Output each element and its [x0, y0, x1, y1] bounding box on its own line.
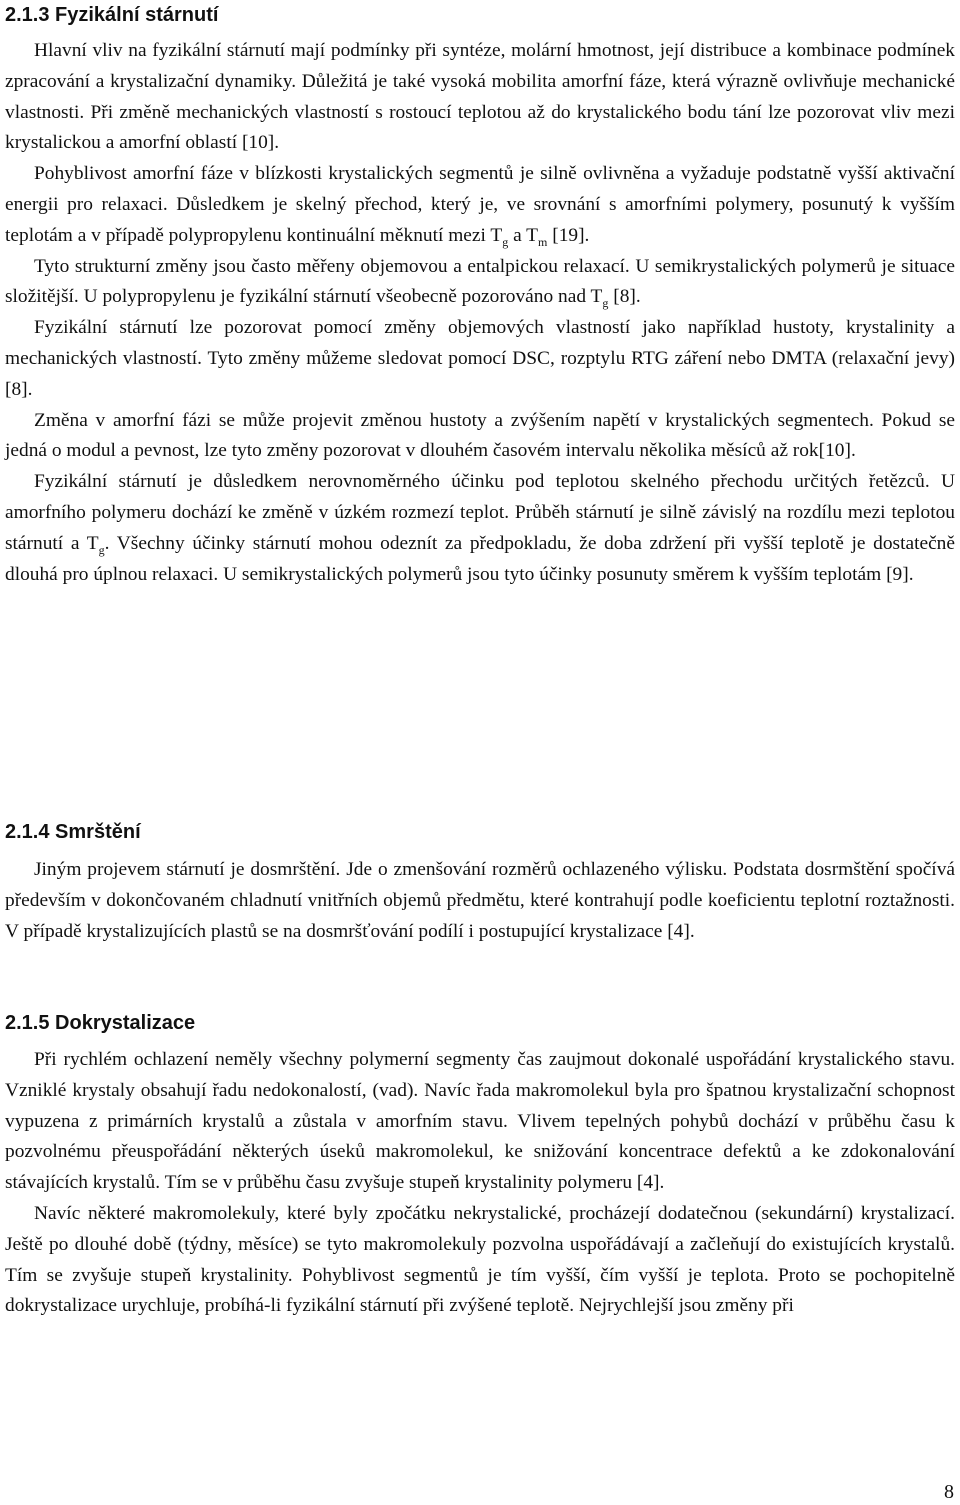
- section-heading-smrsteni: 2.1.4 Smrštění: [5, 821, 141, 843]
- section-body-fyzikalni-starnuti: [5, 36, 955, 590]
- paragraph: Změna v amorfní fázi se může projevit změnou hustoty a zvýšením napětí v krystalických segmentech. Pokud se jedná o modul a pevnost, lze tyto změny pozorovat v dlouhém časovém intervalu několika měsíců až rok[10].: [5, 409, 955, 462]
- paragraph: Jiným projevem stárnutí je dosmrštění. Jde o zmenšování rozměrů ochlazeného výlisku. Podstata dosrmštění spočívá především v dokončovaném chladnutí vnitřních objemů předmětu, které kontrahují podle koeficientu teplotní roztažnosti. V případě krystalizujících plastů se na dosmršťování podílí i postupující krystalizace [4].: [5, 859, 955, 942]
- paragraph: Navíc některé makromolekuly, které byly zpočátku nekrystalické, procházejí dodatečnou (sekundární) krystalizací. Ještě po dlouhé době (týdny, měsíce) se tyto makromolekuly pozvolna uspořádávají a začleňují do existujících krystalů. Tím se zvyšuje stupeň krystalinity. Pohyblivost segmentů je tím vyšší, čím vyšší je teplota. Proto se pochopitelně dokrystalizace urychluje, probíhá-li fyzikální stárnutí při zvýšené teplotě. Nejrychlejší jsou změny při: [5, 1202, 955, 1317]
- citation: [8]: [5, 378, 28, 400]
- section-body-dokrystalizace: [5, 1045, 955, 1322]
- section-body-smrsteni: [5, 855, 955, 947]
- page-number: 8: [944, 1481, 954, 1503]
- citation: [8]: [613, 286, 636, 308]
- section-heading-dokrystalizace: 2.1.5 Dokrystalizace: [5, 1012, 196, 1034]
- paragraph: Hlavní vliv na fyzikální stárnutí mají podmínky při syntéze, molární hmotnost, její distribuce a kombinace podmínek zpracování a krystalizační dynamiky. Důležitá je také vysoká mobilita amorfní fáze, která výrazně ovlivňuje mechanické vlastnosti. Při změně mechanických vlastností s rostoucí teplotou až do krystalického bodu tání lze pozorovat vliv mezi krystalickou a amorfní oblastí [10].: [5, 40, 955, 154]
- paragraph: Pohyblivost amorfní fáze v blízkosti krystalických segmentů je silně ovlivněna a vyžaduje podstatně vyšší aktivační energii pro relaxaci. Důsledkem je skelný přechod, který je, ve srovnání s amorfními polymery, posunutý k vyšším teplotám a v případě polypropylenu kontinuální měknutí mezi $T_g$ a $T_m$ [19].: [5, 163, 955, 249]
- citation: [9]: [886, 563, 909, 585]
- section-heading-fyzikalni-starnuti: 2.1.3 Fyzikální stárnutí: [5, 4, 219, 26]
- paragraph: Fyzikální stárnutí lze pozorovat pomocí změny objemových vlastností jako například hustoty, krystalinity a mechanických vlastností. Tyto změny můžeme sledovat pomocí DSC, rozptylu RTG záření nebo DMTA (relaxační jevy) [8].: [5, 317, 955, 400]
- paragraph: Tyto strukturní změny jsou často měřeny objemovou a entalpickou relaxací. U semikrystalických polymerů je situace složitější. U polypropylenu je fyzikální stárnutí všeobecně pozorováno nad $T_g$ [8].: [5, 255, 955, 311]
- citation: [4]: [667, 920, 690, 942]
- paragraph: Při rychlém ochlazení neměly všechny polymerní segmenty čas zaujmout dokonalé uspořádání krystalického stavu. Vzniklé krystaly obsahují řadu nedokonalostí, (vad). Navíc řada makromolekul byla pro špatnou krystalizační schopnost vypuzena z primárních krystalů a zůstala v amorfním stavu. Vlivem tepelných pohybů dochází v průběhu času k pozvolnému přeuspořádání některých úseků makromolekul, ke snižování koncentrace defektů a ke zdokonalování stávajících krystalů. Tím se v průběhu času zvyšuje stupeň krystalinity polymeru [4].: [5, 1049, 955, 1194]
- citation: [10]: [241, 132, 275, 154]
- paragraph: Fyzikální stárnutí je důsledkem nerovnoměrného účinku pod teplotou skelného přechodu určitých řetězců. U amorfního polymeru dochází ke změně v úzkém rozmezí teplot. Průběh stárnutí je silně závislý na rozdílu mezi teplotou stárnutí a $T_g$. Všechny účinky stárnutí mohou odeznít za předpokladu, že doba zdržení při vyšší teplotě je dostatečně dlouhá pro úplnou relaxaci. U semikrystalických polymerů jsou tyto účinky posunuty směrem k vyšším teplotám [9].: [5, 471, 955, 585]
- citation: [19]: [552, 224, 585, 246]
- citation: [4]: [636, 1172, 660, 1194]
- citation: [10]: [818, 440, 851, 462]
